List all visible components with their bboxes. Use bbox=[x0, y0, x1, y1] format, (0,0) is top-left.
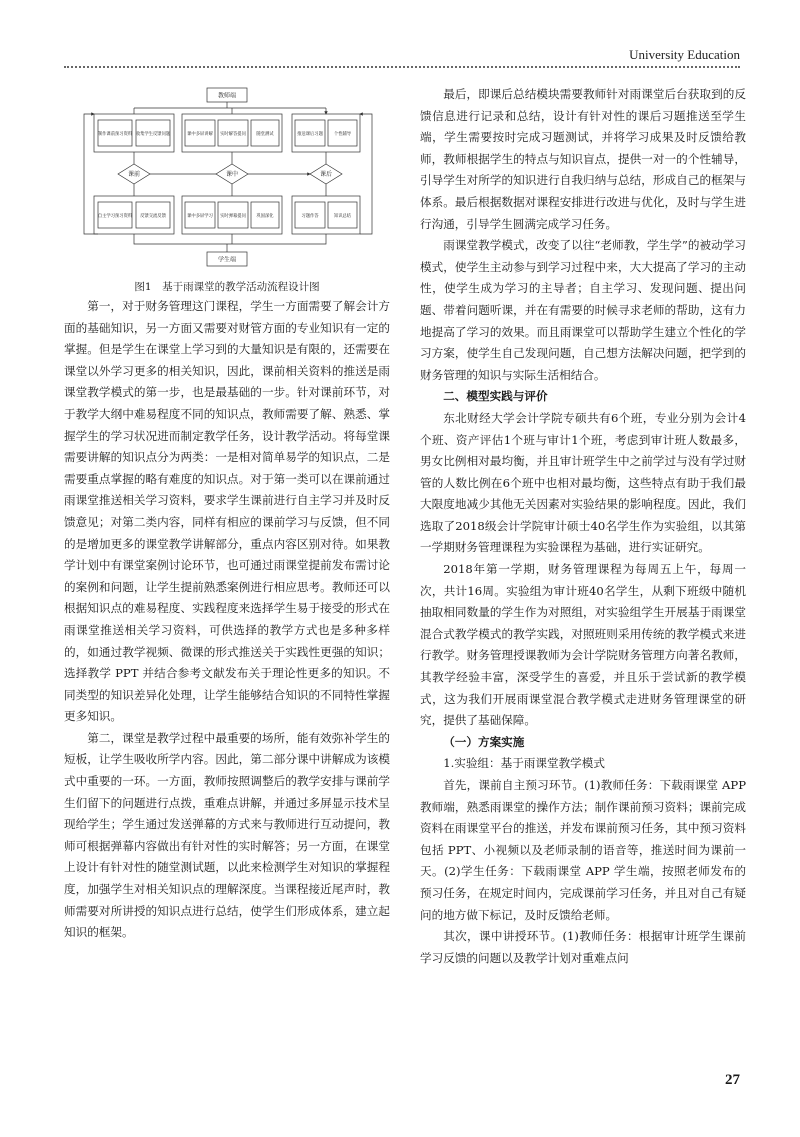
paragraph: 1.实验组：基于雨课堂教学模式 bbox=[443, 756, 605, 771]
page-number: 27 bbox=[725, 1072, 740, 1088]
header-divider bbox=[64, 66, 740, 68]
node-pre-class: 课前 bbox=[127, 171, 141, 178]
section-heading: 二、模型实践与评价 bbox=[443, 389, 548, 404]
node-b6: 习题作答 bbox=[301, 214, 319, 219]
journal-name: University Education bbox=[629, 47, 740, 62]
right-column bbox=[420, 84, 746, 969]
node-post-class: 课后 bbox=[319, 171, 333, 178]
running-header bbox=[64, 44, 740, 70]
node-in-class: 课中 bbox=[225, 171, 239, 178]
node-b5: 巩固深化 bbox=[256, 214, 274, 219]
flowchart-diagram bbox=[64, 84, 390, 274]
node-t6: 推送课后习题 bbox=[297, 132, 323, 137]
node-teacher: 教师端 bbox=[217, 92, 237, 100]
node-b7: 知识总结 bbox=[333, 214, 352, 219]
node-b1: 自主学习预习资料 bbox=[97, 214, 133, 219]
node-t3: 课中多屏讲解 bbox=[187, 132, 213, 137]
flowchart-figure bbox=[64, 84, 390, 274]
node-b4: 实时弹幕提问 bbox=[220, 214, 246, 219]
paragraph: 2018年第一学期，财务管理课程为每周五上午，每周一次，共计16周。实验组为审计班40名学生，从剩下班级中随机抽取相同数量的学生作为对照组，对实验组学生开展基于雨课堂混合式教学模式的教学实践，对照班则采用传统的教学模式来进行教学。财务管理授课教师为会计学院财务管理方向著名教师，其教学经验丰富，深受学生的喜爱，并且乐于尝试新的教学模式，这为我们开展雨课堂混合教学模式走进财务管理课堂的研究，提供了基础保障。 bbox=[420, 562, 746, 728]
node-t2: 收集学生反馈问题 bbox=[135, 132, 171, 137]
paragraph: 第二，课堂是教学过程中最重要的场所，能有效弥补学生的短板，让学生吸收所学内容。因此，第二部分课中讲解成为该模式中重要的一环。一方面，教师按照调整后的教学安排与课前学生们留下的问题进行点拨，重难点讲解，并通过多屏显示技术呈现给学生；学生通过发送弹幕的方式来与教师进行互动提问，教师可根据弹幕内容做出有针对性的实时解答；另一方面，在课堂上设计有针对性的随堂测试题，以此来检测学生对知识的掌握程度，加强学生对相关知识点的理解深度。当课程接近尾声时，教师需要对所讲授的知识点进行总结，使学生们形成体系，建立起知识的框架。 bbox=[64, 730, 390, 940]
paragraph: 首先，课前自主预习环节。(1)教师任务：下载雨课堂 APP 教师端，熟悉雨课堂的操作方法；制作课前预习资料；课前完成资料在雨课堂平台的推送，并发布课前预习任务，其中预习资料包括 PPT、小视频以及老师录制的语音等，推送时间为课前一天。(2)学生任务：下载雨课堂 APP 学生端，按照老师发布的预习任务，在规定时间内，完成课前学习任务，并且对自己有疑问的地方做下标记，及时反馈给老师。 bbox=[420, 778, 746, 922]
paragraph: 第一，对于财务管理这门课程，学生一方面需要了解会计方面的基础知识，另一方面又需要对财管方面的专业知识有一定的掌握。但是学生在课堂上学习到的大量知识是有限的，还需要在课堂以外学习更多的相关知识，因此，课前相关资料的推送是雨课堂教学模式的第一步，也是最基础的一步。针对课前环节，对于教学大纲中难易程度不同的知识点，教师需要了解、熟悉、掌握学生的学习状况进而制定教学任务，设计教学活动。将每堂课需要讲解的知识点分为两类：一是相对简单易学的知识点，二是需要重点掌握的略有难度的知识点。对于第一类可以在课前通过雨课堂推送相关学习资料，要求学生课前进行自主学习并及时反馈意见；对第二类内容，同样有相应的课前学习与反馈，但不同的是增加更多的课堂教学讲解部分，重点内容区别对待。如果教学计划中有课堂案例讨论环节，也可通过雨课堂提前发布需讨论的案例和问题，让学生提前熟悉案例进行相应思考。教师还可以根据知识点的难易程度、实践程度来选择学生易于接受的形式在雨课堂推送相关学习资料，可供选择的教学方式也是多种多样的，如通过教学视频、微课的形式推送关于实践性更强的知识；选择教学 PPT 并结合参考文献发布关于理论性更多的知识。不同类型的知识差异化处理，让学生能够结合知识的不同特性掌握更多知识。 bbox=[64, 299, 390, 724]
node-t4: 实时解答提问 bbox=[220, 132, 246, 137]
node-t5: 随堂测试 bbox=[256, 132, 274, 137]
paragraph: 东北财经大学会计学院专硕共有6个班，专业分别为会计4个班、资产评估1个班与审计1个班，考虑到审计班人数最多，男女比例相对最均衡，并且审计班学生中之前学过与没有学过财管的人数比例在6个班中也相对最均衡，这些特点有助于我们最大限度地减少其他无关因素对实验结果的影响程度。因此，我们选取了2018级会计学院审计硕士40名学生作为实验组，以其第一学期财务管理课程为实验课程为基础，进行实证研究。 bbox=[420, 410, 746, 555]
paragraph: 最后，即课后总结模块需要教师针对雨课堂后台获取到的反馈信息进行记录和总结，设计有针对性的课后习题推送至学生端，学生需要按时完成习题测试，并将学习成果及时反馈给教师，教师根据学生的特点与知识盲点，提供一对一的个性辅导，引导学生对所学的知识进行自我归纳与总结，形成自己的框架与体系。最后根据数据对课程安排进行改进与优化，及时与学生进行沟通，引导学生圆满完成学习任务。 bbox=[420, 87, 746, 231]
node-student: 学生端 bbox=[217, 256, 237, 264]
node-b3: 课中多屏学习 bbox=[187, 214, 213, 219]
node-t1: 制作课前预习资料 bbox=[97, 132, 133, 137]
paragraph: 雨课堂教学模式，改变了以往“老师教，学生学”的被动学习模式，使学生主动参与到学习过程中来，大大提高了学习的主动性，使学生成为学习的主导者；自主学习、发现问题、提出问题、带着问题听课，并在有需要的时候寻求老师的帮助，这有力地提高了学习的效果。而且雨课堂可以帮助学生建立个性化的学习方案，使学生自己发现问题，自己想方法解决问题，把学到的财务管理的知识与实际生活相结合。 bbox=[420, 238, 746, 382]
node-b2: 反馈交流反馈 bbox=[140, 214, 166, 219]
left-column bbox=[64, 84, 390, 944]
node-t7: 个性辅导 bbox=[333, 132, 352, 137]
paragraph: 其次，课中讲授环节。(1)教师任务：根据审计班学生课前学习反馈的问题以及教学计划对重难点问 bbox=[420, 929, 746, 965]
subsection-heading: （一）方案实施 bbox=[443, 734, 525, 749]
figure-caption: 图1 基于雨课堂的教学活动流程设计图 bbox=[134, 281, 320, 293]
